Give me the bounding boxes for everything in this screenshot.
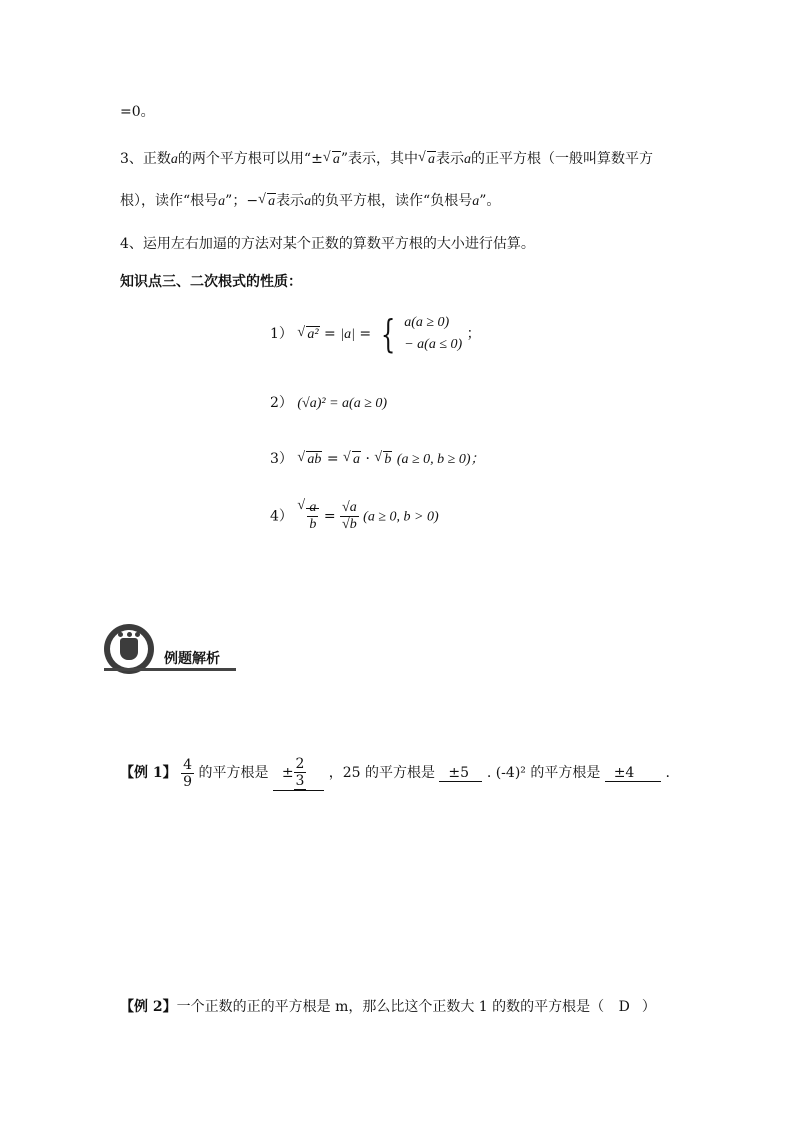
formula-label: 1） (270, 326, 293, 342)
banner-title: 例题解析 (164, 651, 220, 667)
text-seg: 根），读作“根号 (120, 193, 219, 209)
sqrt-a: √ a (323, 152, 341, 168)
text-seg: . (665, 765, 670, 781)
banner-underline (104, 668, 236, 671)
abs-a: |a| (340, 327, 355, 342)
sqrt-a: √ a (343, 452, 361, 468)
example-tag: 【例 1】 (120, 765, 177, 781)
formula-label: 2） (270, 395, 293, 411)
text-seg: 的负平方根，读作“负根号 (311, 193, 473, 209)
case-1: a(a ≥ 0) (404, 315, 450, 330)
text-seg: 表示 (276, 193, 305, 209)
formula-label: 4） (270, 508, 293, 525)
text-seg: 3、正数 (120, 151, 171, 167)
condition: (a ≥ 0, b ≥ 0)； (396, 452, 485, 467)
text-seg: ，25 的平方根是 (328, 765, 435, 781)
item-4: 4、运用左右加逼的方法对某个正数的算数平方根的大小进行估算。 (120, 236, 535, 252)
var-a: a (463, 152, 471, 167)
text-seg: ”表示，其中 (340, 151, 418, 167)
formula-body: (√a)² = a(a ≥ 0) (297, 396, 388, 411)
text-seg: 表示 (435, 151, 464, 167)
text-equals-zero: =0。 (120, 104, 155, 120)
text-seg: . (-4)² 的平方根是 (486, 765, 601, 781)
text-seg: 的正平方根（一般叫算数平方 (470, 151, 653, 167)
text-seg: 的平方根是 (198, 765, 269, 781)
condition: (a ≥ 0, b > 0) (363, 509, 439, 525)
text-seg: ”。 (479, 193, 501, 209)
formula-4: 4） √ $\frac{a}{b}$ = $\frac{√a}{√b}$ (a ≥ 0, b > 0) (270, 500, 439, 533)
text-seg: 的两个平方根可以用“± (177, 151, 323, 167)
close-paren: ） (641, 999, 656, 1015)
section-title: 知识点三、二次根式的性质： (120, 274, 302, 290)
item-3-line-2 (120, 190, 500, 210)
var-a: a (218, 194, 226, 209)
item-3-line-1 (120, 148, 653, 168)
answer-3: ±4 (605, 765, 661, 782)
example-tag: 【例 2】 (120, 999, 177, 1015)
example-banner-icon (104, 624, 154, 674)
answer: D (618, 999, 630, 1015)
brace: { (380, 312, 395, 356)
sqrt-a: √ a (418, 152, 436, 168)
sqrt-a-squared: √ a² (297, 327, 319, 343)
text-seg: ”；− (225, 193, 259, 209)
formula-2 (270, 392, 387, 412)
formula-label: 3） (270, 451, 293, 467)
answer-1: ± $\frac{2}{3}$ (273, 756, 324, 791)
answer-2: ±5 (439, 765, 482, 782)
example-2 (120, 996, 656, 1016)
formula-1: 1） √ a² = |a| = { a(a ≥ 0) − a(a ≤ 0) ； (270, 312, 481, 356)
var-a: a (304, 194, 312, 209)
sqrt-fraction: √ $\frac{a}{b}$ (297, 500, 319, 533)
formula-3: 3） √ ab = √ a · √ b (a ≥ 0, b ≥ 0)； (270, 448, 485, 468)
fraction-roots: $\frac{√a}{√b}$ (342, 500, 357, 532)
example-1 (120, 756, 670, 791)
sqrt-ab: √ ab (297, 452, 322, 468)
semicolon: ； (466, 326, 481, 342)
var-a: a (170, 152, 178, 167)
sqrt-b: √ b (374, 452, 392, 468)
cases (404, 312, 462, 356)
fraction-4-9: $\frac{4}{9}$ (183, 756, 192, 790)
var-a: a (472, 194, 480, 209)
question-text: 一个正数的正的平方根是 m，那么比这个正数大 1 的数的平方根是（ (176, 999, 605, 1015)
sqrt-a: √ a (258, 194, 276, 210)
case-2: − a(a ≤ 0) (404, 337, 463, 352)
